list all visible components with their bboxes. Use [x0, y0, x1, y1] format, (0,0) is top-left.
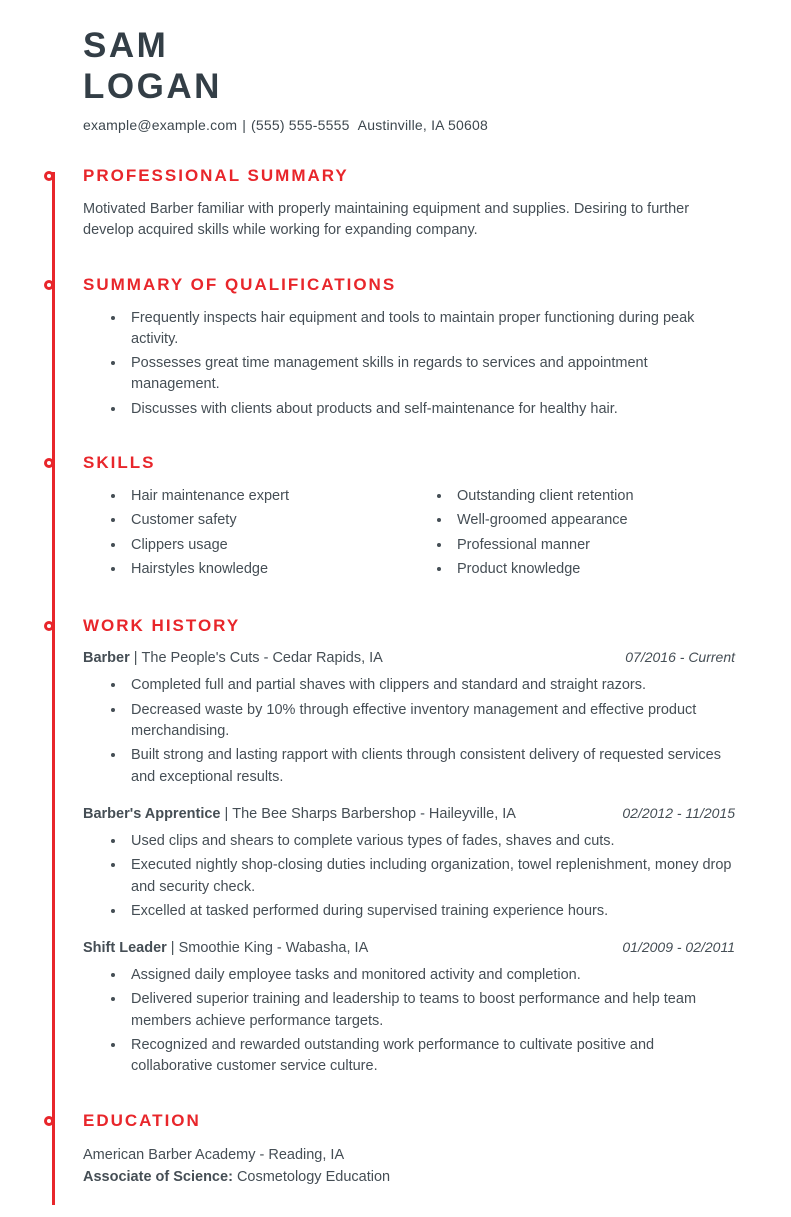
degree-label: Associate of Science: — [83, 1169, 233, 1186]
job-entry — [83, 649, 735, 788]
job-separator: | — [133, 650, 138, 667]
job-header — [83, 649, 735, 666]
first-name-line: SAM — [83, 26, 169, 65]
skills-heading — [83, 453, 735, 473]
section-education — [83, 1111, 735, 1189]
section-work-history — [83, 616, 735, 1077]
job-bullets — [83, 831, 735, 922]
job-separator: | — [170, 940, 175, 957]
job-company: Smoothie King - Wabasha, IA — [178, 940, 369, 957]
professional-summary-heading-label: PROFESSIONAL SUMMARY — [83, 165, 349, 185]
skills-column-right — [409, 486, 735, 583]
job-dates: 07/2016 - Current — [625, 649, 735, 666]
timeline-node-icon — [44, 1116, 54, 1126]
timeline-node-icon — [44, 458, 54, 468]
job-entry — [83, 939, 735, 1078]
contact-separator: | — [242, 116, 247, 133]
candidate-name — [83, 26, 735, 108]
qualifications-heading-label: SUMMARY OF QUALIFICATIONS — [83, 274, 397, 294]
skill-item: • Customer safety — [126, 510, 409, 531]
job-bullet-item: • Used clips and shears to complete various types of fades, shaves and cuts. — [126, 831, 735, 852]
degree-field: Cosmetology Education — [236, 1169, 391, 1186]
skill-item: • Hair maintenance expert — [126, 486, 409, 507]
contact-email: example@example.com — [83, 116, 238, 133]
job-entry — [83, 805, 735, 922]
resume-header — [83, 26, 735, 133]
work-history-heading-label: WORK HISTORY — [83, 616, 241, 636]
timeline-line — [52, 172, 55, 1205]
qualifications-heading — [83, 275, 735, 295]
timeline-node-icon — [44, 280, 54, 290]
job-title: Barber — [83, 650, 130, 667]
job-bullets — [83, 965, 735, 1078]
professional-summary-heading — [83, 166, 735, 186]
qualification-item: • Frequently inspects hair equipment and tools to maintain proper functioning during peak activity. — [126, 308, 735, 351]
education-heading — [83, 1111, 735, 1131]
job-bullet-item: • Completed full and partial shaves with clippers and standard and straight razors. — [126, 675, 735, 696]
job-title-line — [83, 940, 368, 956]
job-dates: 02/2012 - 11/2015 — [622, 804, 735, 821]
professional-summary-text: Motivated Barber familiar with properly maintaining equipment and supplies. Desiring to further develop acquired skills while working for expanding company. — [83, 200, 690, 239]
education-degree — [83, 1166, 735, 1188]
skills-heading-label: SKILLS — [83, 453, 156, 473]
job-company: The Bee Sharps Barbershop - Haileyville, IA — [232, 805, 516, 822]
job-header — [83, 805, 735, 822]
job-title-line — [83, 806, 516, 822]
job-separator: | — [224, 805, 229, 822]
job-bullet-item: • Built strong and lasting rapport with clients through consistent delivery of requested services and exceptional results. — [126, 745, 735, 788]
section-professional-summary — [83, 166, 735, 242]
last-name-line: LOGAN — [83, 66, 222, 106]
section-skills — [83, 453, 735, 583]
education-heading-label: EDUCATION — [83, 1110, 201, 1130]
job-bullet-item: • Recognized and rewarded outstanding work performance to cultivate positive and collaborative customer service culture. — [126, 1035, 735, 1078]
skills-column-left — [83, 486, 409, 583]
section-qualifications — [83, 275, 735, 421]
job-title: Barber's Apprentice — [83, 805, 221, 822]
timeline-node-icon — [44, 621, 54, 631]
skill-item: • Well-groomed appearance — [452, 510, 735, 531]
qualification-item: • Possesses great time management skills in regards to services and appointment management. — [126, 353, 735, 396]
contact-line — [83, 117, 735, 133]
job-bullet-item: • Delivered superior training and leadership to teams to boost performance and help team members achieve performance targets. — [126, 989, 735, 1032]
job-title: Shift Leader — [83, 940, 167, 957]
job-title-line — [83, 650, 383, 666]
job-bullet-item: • Decreased waste by 10% through effective inventory management and effective product merchandising. — [126, 700, 735, 743]
job-bullet-item: • Assigned daily employee tasks and monitored activity and completion. — [126, 965, 735, 986]
skill-item: • Hairstyles knowledge — [126, 559, 409, 580]
skill-item: • Product knowledge — [452, 559, 735, 580]
skill-item: • Professional manner — [452, 535, 735, 556]
contact-phone: (555) 555-5555 — [251, 116, 350, 133]
skill-item: • Clippers usage — [126, 535, 409, 556]
education-school: American Barber Academy - Reading, IA — [83, 1146, 345, 1163]
job-company: The People's Cuts - Cedar Rapids, IA — [141, 650, 383, 667]
job-dates: 01/2009 - 02/2011 — [622, 939, 735, 956]
contact-location: Austinville, IA 50608 — [357, 116, 488, 133]
skill-item: • Outstanding client retention — [452, 486, 735, 507]
job-bullet-item: • Executed nightly shop-closing duties including organization, towel replenishment, money drop and security check. — [126, 855, 735, 898]
qualifications-list — [83, 308, 735, 421]
skills-columns — [83, 486, 735, 583]
work-history-heading — [83, 616, 735, 636]
job-header — [83, 939, 735, 956]
job-bullet-item: • Excelled at tasked performed during supervised training experience hours. — [126, 901, 735, 922]
qualification-item: • Discusses with clients about products and self-maintenance for healthy hair. — [126, 399, 735, 420]
timeline-node-icon — [44, 171, 54, 181]
job-bullets — [83, 675, 735, 788]
